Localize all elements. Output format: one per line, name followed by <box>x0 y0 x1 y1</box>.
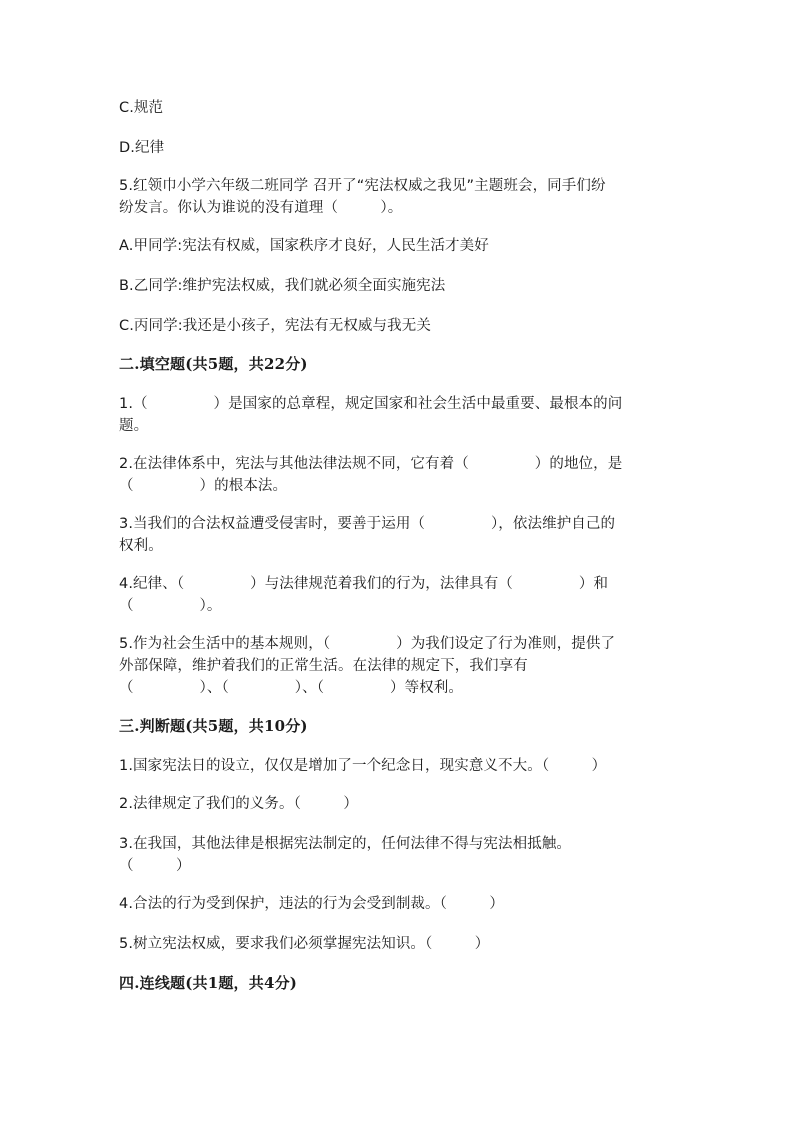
fill-question-4-line2: （ ）。 <box>119 598 222 614</box>
judge-question-5: 5.树立宪法权威，要求我们必须掌握宪法知识。（ ） <box>119 936 490 952</box>
fill-question-5-line2: 外部保障，维护着我们的正常生活。在法律的规定下，我们享有 <box>119 658 528 674</box>
fill-question-5-line1: 5.作为社会生活中的基本规则，（ ）为我们设定了行为准则，提供了 <box>119 636 616 652</box>
fill-question-2-line2: （ ）的根本法。 <box>119 478 288 494</box>
mc-question-5-line1: 5.红领巾小学六年级二班同学 召开了“宪法权威之我见”主题班会，同手们纷 <box>119 178 606 194</box>
mc-question-5-line2: 纷发言。你认为谁说的没有道理（ ）。 <box>119 200 403 216</box>
mc-question-5-option-a: A.甲同学:宪法有权威，国家秩序才良好，人民生活才美好 <box>119 238 489 254</box>
fill-section-heading: 二.填空题(共5题，共22分) <box>119 355 308 373</box>
match-section-heading: 四.连线题(共1题，共4分) <box>119 974 298 992</box>
fill-question-5-line3: （ ）、（ ）、（ ）等权利。 <box>119 680 463 696</box>
judge-question-1: 1.国家宪法日的设立，仅仅是增加了一个纪念日，现实意义不大。（ ） <box>119 758 607 774</box>
fill-question-2-line1: 2.在法律体系中，宪法与其他法律法规不同，它有着（ ）的地位，是 <box>119 456 623 472</box>
mc-question-5-option-c: C.丙同学:我还是小孩子，宪法有无权威与我无关 <box>119 318 431 334</box>
judge-question-3-line1: 3.在我国，其他法律是根据宪法制定的，任何法律不得与宪法相抵触。 <box>119 836 572 852</box>
judge-section-heading: 三.判断题(共5题，共10分) <box>119 717 308 735</box>
fill-question-3-line1: 3.当我们的合法权益遭受侵害时，要善于运用（ ），依法维护自己的 <box>119 516 616 532</box>
fill-question-3-line2: 权利。 <box>119 538 163 554</box>
fill-question-1-line1: 1.（ ）是国家的总章程，规定国家和社会生活中最重要、最根本的问 <box>119 396 623 412</box>
fill-question-1-line2: 题。 <box>119 418 149 434</box>
judge-question-3-line2: （ ） <box>119 858 191 874</box>
mc-question-5-option-b: B.乙同学:维护宪法权威，我们就必须全面实施宪法 <box>119 278 446 294</box>
judge-question-2: 2.法律规定了我们的义务。（ ） <box>119 796 358 812</box>
option-c: C.规范 <box>119 100 164 116</box>
judge-question-4: 4.合法的行为受到保护，违法的行为会受到制裁。（ ） <box>119 896 504 912</box>
fill-question-4-line1: 4.纪律、（ ）与法律规范着我们的行为，法律具有（ ）和 <box>119 576 609 592</box>
option-d: D.纪律 <box>119 140 165 156</box>
